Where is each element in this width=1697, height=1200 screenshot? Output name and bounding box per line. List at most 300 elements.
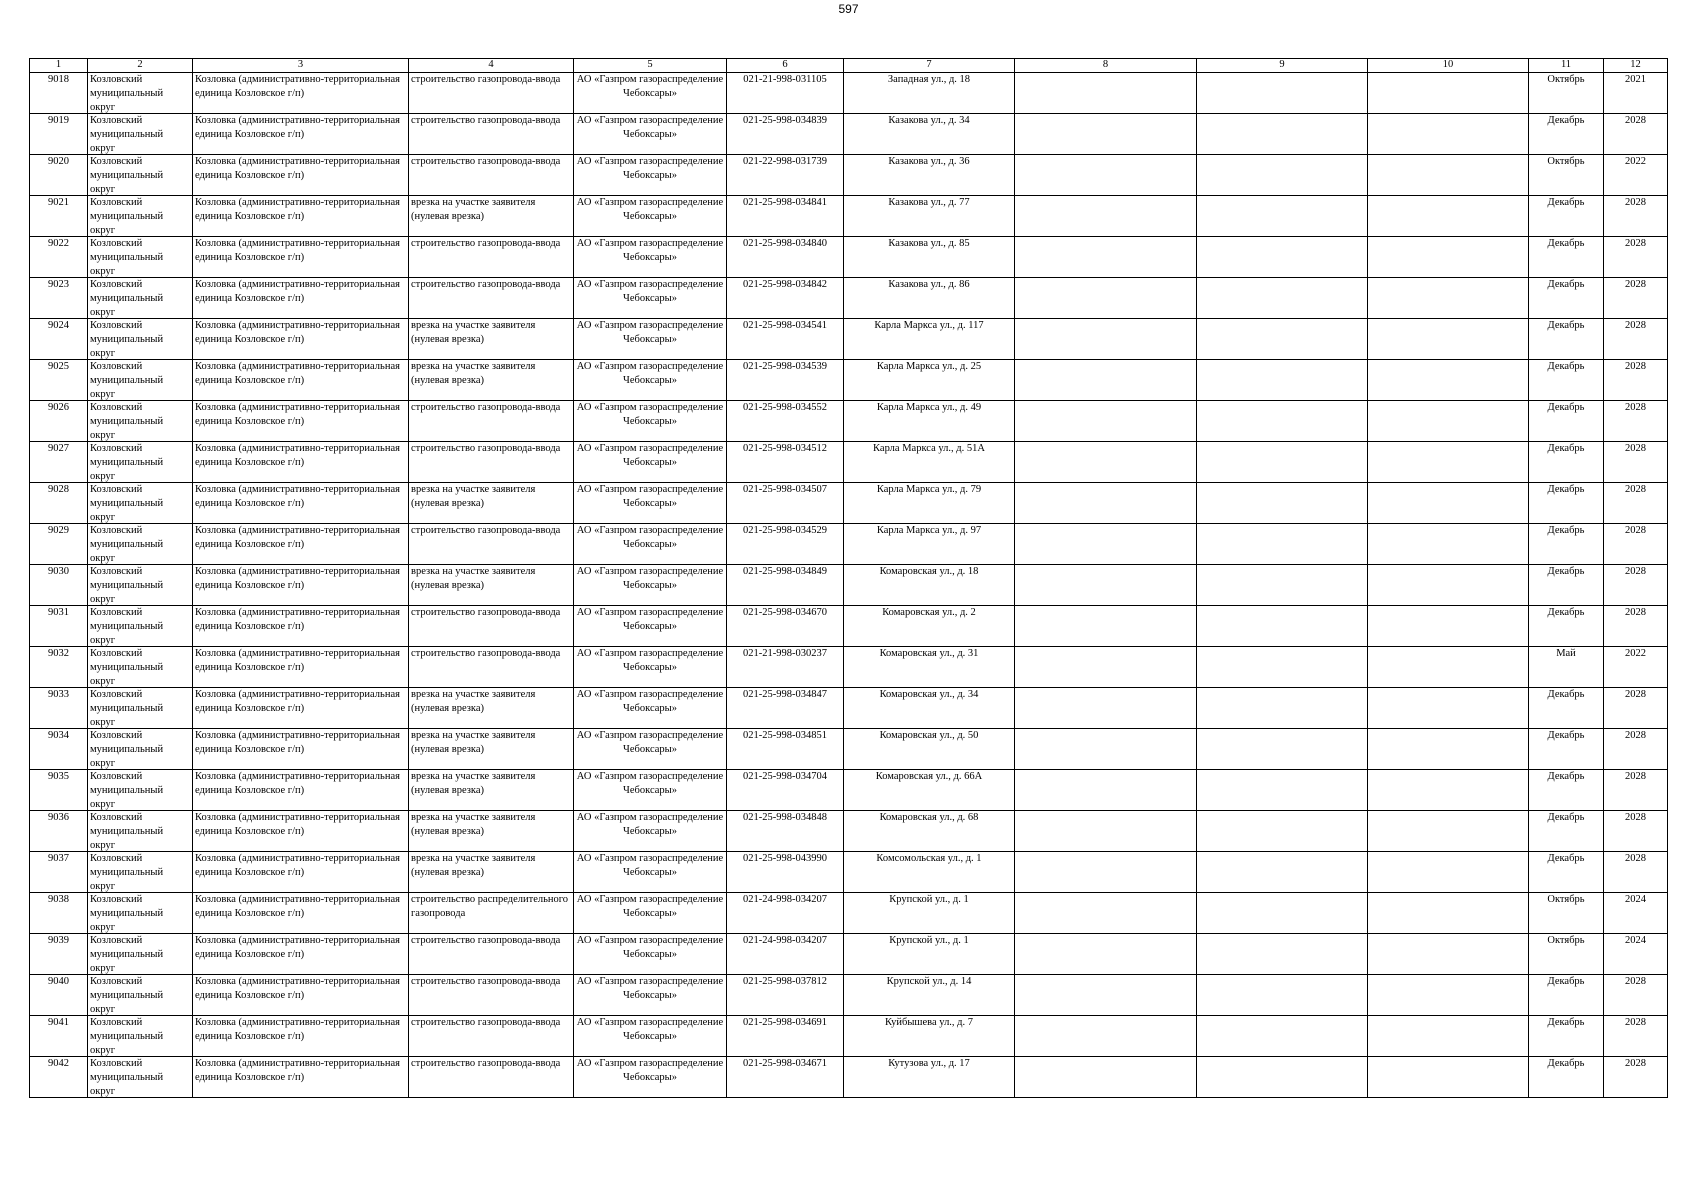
month-cell	[1529, 1057, 1604, 1098]
work-type-cell-text: врезка на участке заявителя (нулевая врезка)	[411, 566, 536, 591]
district-cell	[88, 1016, 193, 1057]
year-cell-text: 2028	[1625, 320, 1646, 331]
column-10-cell	[1368, 565, 1529, 606]
application-number-cell-text: 021-21-998-031105	[743, 74, 827, 85]
year-cell-text: 2028	[1625, 689, 1646, 700]
column-8-cell	[1015, 770, 1197, 811]
district-cell	[88, 934, 193, 975]
month-cell-text: Декабрь	[1547, 320, 1585, 331]
column-8-cell	[1015, 852, 1197, 893]
settlement-cell	[193, 442, 409, 483]
district-cell-text: Козловский муниципальный округ	[90, 402, 164, 441]
district-cell-text: Козловский муниципальный округ	[90, 566, 164, 605]
table-row	[30, 729, 1668, 770]
settlement-cell	[193, 401, 409, 442]
address-cell-text: Комаровская ул., д. 66А	[875, 771, 983, 782]
year-cell-text: 2024	[1625, 935, 1646, 946]
column-9-cell	[1197, 114, 1368, 155]
column-header: 7	[844, 59, 1015, 73]
work-type-cell	[409, 688, 574, 729]
work-type-cell	[409, 647, 574, 688]
organization-cell	[574, 196, 727, 237]
address-cell	[844, 606, 1015, 647]
district-cell	[88, 811, 193, 852]
row-number-cell	[30, 606, 88, 647]
column-8-cell	[1015, 278, 1197, 319]
application-number-cell	[727, 811, 844, 852]
column-8-cell	[1015, 1057, 1197, 1098]
row-number-cell-text: 9035	[48, 771, 69, 782]
row-number-cell-text: 9042	[48, 1058, 69, 1069]
work-type-cell	[409, 934, 574, 975]
application-number-cell-text: 021-25-998-034839	[743, 115, 827, 126]
year-cell	[1604, 73, 1668, 114]
column-header: 2	[88, 59, 193, 73]
application-number-cell	[727, 1016, 844, 1057]
address-cell-text: Казакова ул., д. 77	[888, 197, 970, 208]
column-header: 1	[30, 59, 88, 73]
year-cell-text: 2028	[1625, 402, 1646, 413]
month-cell-text: Декабрь	[1547, 566, 1585, 577]
district-cell-text: Козловский муниципальный округ	[90, 320, 164, 359]
district-cell-text: Козловский муниципальный округ	[90, 238, 164, 277]
column-10-cell	[1368, 606, 1529, 647]
month-cell-text: Декабрь	[1547, 484, 1585, 495]
table-row	[30, 114, 1668, 155]
column-8-cell	[1015, 524, 1197, 565]
address-cell	[844, 934, 1015, 975]
column-header: 5	[574, 59, 727, 73]
work-type-cell	[409, 278, 574, 319]
month-cell	[1529, 114, 1604, 155]
work-type-cell-text: врезка на участке заявителя (нулевая врезка)	[411, 730, 536, 755]
register-table	[29, 58, 1668, 1098]
settlement-cell-text: Козловка (административно-территориальная единица Козловское г/п)	[195, 74, 400, 99]
month-cell	[1529, 893, 1604, 934]
column-header: 11	[1529, 59, 1604, 73]
year-cell	[1604, 852, 1668, 893]
address-cell	[844, 114, 1015, 155]
month-cell-text: Октябрь	[1547, 156, 1585, 167]
year-cell	[1604, 196, 1668, 237]
month-cell-text: Декабрь	[1547, 402, 1585, 413]
district-cell-text: Козловский муниципальный округ	[90, 812, 164, 851]
settlement-cell-text: Козловка (административно-территориальная единица Козловское г/п)	[195, 115, 400, 140]
month-cell	[1529, 975, 1604, 1016]
district-cell-text: Козловский муниципальный округ	[90, 74, 164, 113]
year-cell-text: 2028	[1625, 607, 1646, 618]
row-number-cell-text: 9041	[48, 1017, 69, 1028]
row-number-cell	[30, 647, 88, 688]
organization-cell	[574, 442, 727, 483]
column-10-cell	[1368, 729, 1529, 770]
column-9-cell	[1197, 975, 1368, 1016]
column-10-cell	[1368, 155, 1529, 196]
settlement-cell-text: Козловка (административно-территориальная единица Козловское г/п)	[195, 525, 400, 550]
settlement-cell	[193, 483, 409, 524]
column-9-cell	[1197, 934, 1368, 975]
column-8-cell	[1015, 1016, 1197, 1057]
year-cell	[1604, 524, 1668, 565]
column-10-cell	[1368, 196, 1529, 237]
settlement-cell	[193, 278, 409, 319]
organization-cell	[574, 606, 727, 647]
work-type-cell	[409, 1057, 574, 1098]
column-10-cell	[1368, 524, 1529, 565]
address-cell-text: Карла Маркса ул., д. 97	[876, 525, 982, 536]
work-type-cell	[409, 360, 574, 401]
row-number-cell	[30, 442, 88, 483]
application-number-cell	[727, 278, 844, 319]
district-cell-text: Козловский муниципальный округ	[90, 976, 164, 1015]
district-cell-text: Козловский муниципальный округ	[90, 443, 164, 482]
column-9-cell	[1197, 893, 1368, 934]
address-cell	[844, 852, 1015, 893]
column-10-cell	[1368, 770, 1529, 811]
month-cell	[1529, 237, 1604, 278]
year-cell-text: 2028	[1625, 361, 1646, 372]
table-row	[30, 73, 1668, 114]
district-cell-text: Козловский муниципальный округ	[90, 279, 164, 318]
application-number-cell-text: 021-25-998-034840	[743, 238, 827, 249]
work-type-cell-text: строительство газопровода-ввода	[411, 1017, 561, 1028]
month-cell-text: Декабрь	[1547, 689, 1585, 700]
month-cell-text: Октябрь	[1547, 935, 1585, 946]
settlement-cell	[193, 647, 409, 688]
row-number-cell	[30, 729, 88, 770]
organization-cell-text: АО «Газпром газораспределение Чебоксары»	[576, 197, 724, 222]
settlement-cell	[193, 196, 409, 237]
application-number-cell-text: 021-25-998-037812	[743, 976, 827, 987]
work-type-cell-text: строительство газопровода-ввода	[411, 156, 561, 167]
column-header: 9	[1197, 59, 1368, 73]
row-number-cell-text: 9025	[48, 361, 69, 372]
organization-cell-text: АО «Газпром газораспределение Чебоксары»	[576, 1058, 724, 1083]
district-cell	[88, 483, 193, 524]
application-number-cell	[727, 319, 844, 360]
column-8-cell	[1015, 155, 1197, 196]
settlement-cell	[193, 114, 409, 155]
settlement-cell-text: Козловка (административно-территориальная единица Козловское г/п)	[195, 607, 400, 632]
month-cell	[1529, 155, 1604, 196]
organization-cell	[574, 770, 727, 811]
application-number-cell	[727, 893, 844, 934]
row-number-cell-text: 9020	[48, 156, 69, 167]
month-cell-text: Декабрь	[1547, 197, 1585, 208]
settlement-cell-text: Козловка (административно-территориальная единица Козловское г/п)	[195, 894, 400, 919]
month-cell	[1529, 770, 1604, 811]
month-cell-text: Декабрь	[1547, 1058, 1585, 1069]
month-cell-text: Декабрь	[1547, 607, 1585, 618]
column-8-cell	[1015, 237, 1197, 278]
row-number-cell-text: 9037	[48, 853, 69, 864]
column-10-cell	[1368, 114, 1529, 155]
table-row	[30, 770, 1668, 811]
column-9-cell	[1197, 811, 1368, 852]
organization-cell-text: АО «Газпром газораспределение Чебоксары»	[576, 279, 724, 304]
row-number-cell	[30, 278, 88, 319]
year-cell-text: 2028	[1625, 1017, 1646, 1028]
month-cell	[1529, 647, 1604, 688]
table-row	[30, 565, 1668, 606]
row-number-cell	[30, 975, 88, 1016]
application-number-cell	[727, 73, 844, 114]
year-cell	[1604, 1057, 1668, 1098]
address-cell	[844, 770, 1015, 811]
column-9-cell	[1197, 73, 1368, 114]
organization-cell	[574, 401, 727, 442]
table-row	[30, 852, 1668, 893]
settlement-cell	[193, 852, 409, 893]
settlement-cell	[193, 319, 409, 360]
row-number-cell-text: 9036	[48, 812, 69, 823]
column-10-cell	[1368, 1016, 1529, 1057]
year-cell	[1604, 565, 1668, 606]
work-type-cell-text: врезка на участке заявителя (нулевая врезка)	[411, 361, 536, 386]
application-number-cell-text: 021-25-998-034671	[743, 1058, 827, 1069]
district-cell	[88, 319, 193, 360]
year-cell	[1604, 360, 1668, 401]
month-cell-text: Декабрь	[1547, 443, 1585, 454]
settlement-cell	[193, 1016, 409, 1057]
column-9-cell	[1197, 442, 1368, 483]
settlement-cell-text: Козловка (административно-территориальная единица Козловское г/п)	[195, 812, 400, 837]
table-row	[30, 237, 1668, 278]
settlement-cell	[193, 565, 409, 606]
work-type-cell-text: строительство газопровода-ввода	[411, 976, 561, 987]
column-9-cell	[1197, 483, 1368, 524]
organization-cell	[574, 688, 727, 729]
organization-cell	[574, 1016, 727, 1057]
address-cell	[844, 73, 1015, 114]
application-number-cell-text: 021-25-998-034529	[743, 525, 827, 536]
page-number: 597	[838, 2, 859, 16]
column-9-cell	[1197, 565, 1368, 606]
work-type-cell-text: врезка на участке заявителя (нулевая врезка)	[411, 320, 536, 345]
year-cell-text: 2028	[1625, 1058, 1646, 1069]
address-cell	[844, 155, 1015, 196]
organization-cell-text: АО «Газпром газораспределение Чебоксары»	[576, 525, 724, 550]
month-cell-text: Октябрь	[1547, 894, 1585, 905]
application-number-cell-text: 021-24-998-034207	[743, 935, 827, 946]
column-10-cell	[1368, 647, 1529, 688]
district-cell-text: Козловский муниципальный округ	[90, 771, 164, 810]
column-8-cell	[1015, 565, 1197, 606]
district-cell-text: Козловский муниципальный округ	[90, 853, 164, 892]
table-row	[30, 196, 1668, 237]
table-row	[30, 524, 1668, 565]
application-number-cell-text: 021-25-998-034849	[743, 566, 827, 577]
organization-cell	[574, 155, 727, 196]
month-cell	[1529, 524, 1604, 565]
year-cell-text: 2028	[1625, 771, 1646, 782]
application-number-cell-text: 021-25-998-034507	[743, 484, 827, 495]
month-cell-text: Декабрь	[1547, 115, 1585, 126]
application-number-cell	[727, 729, 844, 770]
address-cell	[844, 729, 1015, 770]
district-cell-text: Козловский муниципальный округ	[90, 607, 164, 646]
district-cell-text: Козловский муниципальный округ	[90, 361, 164, 400]
year-cell	[1604, 401, 1668, 442]
year-cell-text: 2028	[1625, 730, 1646, 741]
address-cell-text: Казакова ул., д. 86	[888, 279, 970, 290]
work-type-cell	[409, 155, 574, 196]
table-row	[30, 401, 1668, 442]
application-number-cell-text: 021-25-998-034704	[743, 771, 827, 782]
row-number-cell	[30, 811, 88, 852]
row-number-cell	[30, 934, 88, 975]
work-type-cell-text: врезка на участке заявителя (нулевая врезка)	[411, 689, 536, 714]
organization-cell	[574, 852, 727, 893]
year-cell	[1604, 811, 1668, 852]
application-number-cell-text: 021-22-998-031739	[743, 156, 827, 167]
address-cell-text: Комаровская ул., д. 34	[879, 689, 979, 700]
application-number-cell-text: 021-25-998-034847	[743, 689, 827, 700]
year-cell-text: 2028	[1625, 279, 1646, 290]
application-number-cell	[727, 401, 844, 442]
application-number-cell	[727, 442, 844, 483]
settlement-cell-text: Козловка (административно-территориальная единица Козловское г/п)	[195, 648, 400, 673]
year-cell-text: 2028	[1625, 525, 1646, 536]
organization-cell	[574, 811, 727, 852]
settlement-cell	[193, 729, 409, 770]
work-type-cell	[409, 237, 574, 278]
address-cell	[844, 483, 1015, 524]
year-cell	[1604, 1016, 1668, 1057]
district-cell	[88, 524, 193, 565]
application-number-cell	[727, 196, 844, 237]
organization-cell-text: АО «Газпром газораспределение Чебоксары»	[576, 115, 724, 140]
month-cell	[1529, 278, 1604, 319]
work-type-cell-text: строительство газопровода-ввода	[411, 443, 561, 454]
column-8-cell	[1015, 647, 1197, 688]
column-8-cell	[1015, 811, 1197, 852]
month-cell-text: Декабрь	[1547, 279, 1585, 290]
table-row	[30, 278, 1668, 319]
month-cell-text: Декабрь	[1547, 361, 1585, 372]
settlement-cell-text: Козловка (административно-территориальная единица Козловское г/п)	[195, 361, 400, 386]
row-number-cell-text: 9033	[48, 689, 69, 700]
work-type-cell-text: врезка на участке заявителя (нулевая врезка)	[411, 853, 536, 878]
work-type-cell-text: строительство газопровода-ввода	[411, 279, 561, 290]
address-cell-text: Карла Маркса ул., д. 117	[874, 320, 984, 331]
address-cell-text: Казакова ул., д. 36	[888, 156, 970, 167]
district-cell-text: Козловский муниципальный округ	[90, 894, 164, 933]
month-cell-text: Декабрь	[1547, 730, 1585, 741]
organization-cell	[574, 1057, 727, 1098]
row-number-cell-text: 9040	[48, 976, 69, 987]
district-cell-text: Козловский муниципальный округ	[90, 648, 164, 687]
row-number-cell-text: 9028	[48, 484, 69, 495]
work-type-cell	[409, 893, 574, 934]
address-cell-text: Кутузова ул., д. 17	[888, 1058, 970, 1069]
column-8-cell	[1015, 934, 1197, 975]
application-number-cell	[727, 975, 844, 1016]
organization-cell	[574, 934, 727, 975]
district-cell	[88, 237, 193, 278]
month-cell	[1529, 1016, 1604, 1057]
district-cell	[88, 442, 193, 483]
district-cell	[88, 155, 193, 196]
district-cell	[88, 73, 193, 114]
year-cell-text: 2028	[1625, 197, 1646, 208]
organization-cell-text: АО «Газпром газораспределение Чебоксары»	[576, 689, 724, 714]
organization-cell-text: АО «Газпром газораспределение Чебоксары»	[576, 484, 724, 509]
organization-cell-text: АО «Газпром газораспределение Чебоксары»	[576, 812, 724, 837]
year-cell-text: 2022	[1625, 648, 1646, 659]
table-header	[30, 59, 1668, 73]
organization-cell	[574, 975, 727, 1016]
year-cell	[1604, 647, 1668, 688]
settlement-cell-text: Козловка (административно-территориальная единица Козловское г/п)	[195, 279, 400, 304]
settlement-cell-text: Козловка (административно-территориальная единица Козловское г/п)	[195, 935, 400, 960]
application-number-cell-text: 021-21-998-030237	[743, 648, 827, 659]
settlement-cell	[193, 606, 409, 647]
column-9-cell	[1197, 688, 1368, 729]
district-cell-text: Козловский муниципальный округ	[90, 115, 164, 154]
address-cell-text: Комсомольская ул., д. 1	[876, 853, 982, 864]
row-number-cell	[30, 1016, 88, 1057]
row-number-cell	[30, 483, 88, 524]
application-number-cell	[727, 114, 844, 155]
district-cell	[88, 401, 193, 442]
table-row	[30, 483, 1668, 524]
organization-cell	[574, 237, 727, 278]
row-number-cell-text: 9032	[48, 648, 69, 659]
organization-cell-text: АО «Газпром газораспределение Чебоксары»	[576, 607, 724, 632]
organization-cell-text: АО «Газпром газораспределение Чебоксары»	[576, 320, 724, 345]
row-number-cell	[30, 1057, 88, 1098]
organization-cell-text: АО «Газпром газораспределение Чебоксары»	[576, 853, 724, 878]
column-8-cell	[1015, 606, 1197, 647]
column-header: 6	[727, 59, 844, 73]
month-cell-text: Декабрь	[1547, 771, 1585, 782]
address-cell	[844, 278, 1015, 319]
row-number-cell	[30, 114, 88, 155]
application-number-cell-text: 021-25-998-034691	[743, 1017, 827, 1028]
row-number-cell	[30, 196, 88, 237]
district-cell	[88, 278, 193, 319]
settlement-cell-text: Козловка (административно-территориальная единица Козловское г/п)	[195, 689, 400, 714]
column-9-cell	[1197, 606, 1368, 647]
application-number-cell	[727, 360, 844, 401]
address-cell	[844, 524, 1015, 565]
settlement-cell-text: Козловка (административно-территориальная единица Козловское г/п)	[195, 566, 400, 591]
table-row	[30, 1057, 1668, 1098]
application-number-cell-text: 021-25-998-034541	[743, 320, 827, 331]
column-8-cell	[1015, 360, 1197, 401]
month-cell	[1529, 401, 1604, 442]
year-cell-text: 2028	[1625, 566, 1646, 577]
row-number-cell-text: 9018	[48, 74, 69, 85]
year-cell	[1604, 442, 1668, 483]
address-cell-text: Казакова ул., д. 34	[888, 115, 970, 126]
work-type-cell	[409, 442, 574, 483]
work-type-cell-text: строительство газопровода-ввода	[411, 115, 561, 126]
column-10-cell	[1368, 483, 1529, 524]
table-row	[30, 893, 1668, 934]
settlement-cell	[193, 360, 409, 401]
row-number-cell-text: 9019	[48, 115, 69, 126]
work-type-cell-text: строительство распределительного газопровода	[411, 894, 569, 919]
address-cell	[844, 237, 1015, 278]
district-cell-text: Козловский муниципальный округ	[90, 197, 164, 236]
organization-cell-text: АО «Газпром газораспределение Чебоксары»	[576, 443, 724, 468]
organization-cell-text: АО «Газпром газораспределение Чебоксары»	[576, 648, 724, 673]
month-cell	[1529, 729, 1604, 770]
row-number-cell-text: 9024	[48, 320, 69, 331]
column-header: 12	[1604, 59, 1668, 73]
